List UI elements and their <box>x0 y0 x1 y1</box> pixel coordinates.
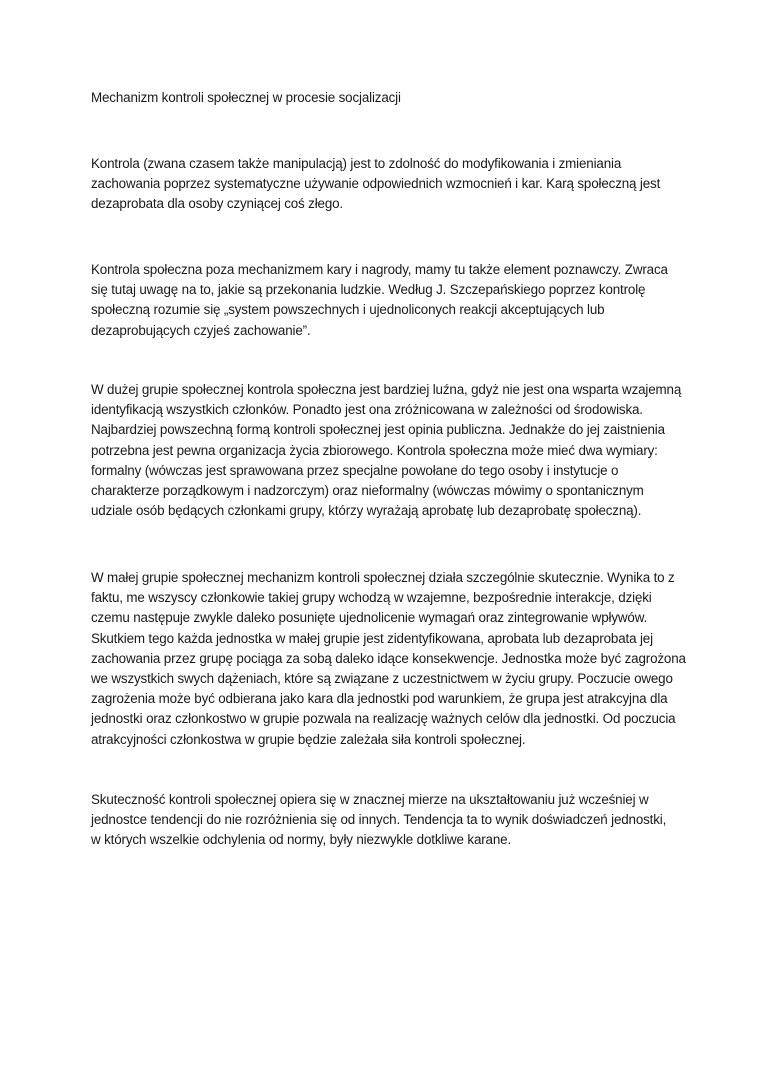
paragraph-line: jednostce tendencji do nie rozróżnienia się od innych. Tendencja ta to wynik doświadczeń jednostki, <box>91 812 667 828</box>
paragraph-line: we wszystkich swych dążeniach, które są związane z uczestnictwem w życiu grupy. Poczucie owego <box>91 671 673 687</box>
paragraph-line: Skuteczność kontroli społecznej opiera się w znacznej mierze na ukształtowaniu już wcześniej w <box>91 792 649 807</box>
paragraph-2 <box>91 260 675 341</box>
paragraph-line: w których wszelkie odchylenia od normy, były niezwykle dotkliwe karane. <box>91 832 512 848</box>
paragraph-line: zachowania przez grupę pociąga za sobą daleko idące konsekwencje. Jednostka może być zagrożona <box>91 650 686 666</box>
paragraph-line: dezaprobata dla osoby czyniącej coś złego. <box>91 196 343 212</box>
paragraph-line: W dużej grupie społecznej kontrola społeczna jest bardziej luźna, gdyż nie jest ona wsparta wzajemną <box>91 382 682 397</box>
paragraph-line: społeczną rozumie się „system powszechnych i ujednoliconych reakcji akceptujących lub <box>91 302 605 318</box>
paragraph-line: potrzebna jest pewna organizacja życia zbiorowego. Kontrola społeczna może mieć dwa wymiary: <box>91 442 658 458</box>
paragraph-line: charakterze porządkowym i nadzorczym) oraz nieformalny (wówczas mówimy o spontanicznym <box>91 483 644 499</box>
paragraph-1 <box>91 154 675 215</box>
document-title: Mechanizm kontroli społecznej w procesie socjalizacji <box>91 90 401 105</box>
paragraph-3 <box>91 380 682 521</box>
paragraph-line: zagrożenia może być odbierana jako kara dla jednostki pod warunkiem, że grupa jest atrakcyjna dla <box>91 691 668 707</box>
paragraph-line: dezaprobujących czyjeś zachowanie”. <box>91 322 311 338</box>
paragraph-line: Kontrola (zwana czasem także manipulacją) jest to zdolność do modyfikowania i zmieniania <box>91 156 622 171</box>
paragraph-line: identyfikacją wszystkich członków. Ponadto jest ona zróżnicowana w zależności od środowiska. <box>91 402 643 418</box>
paragraph-line: jednostki oraz członkostwo w grupie pozwala na realizację ważnych celów dla jednostki. Od poczucia <box>91 711 676 727</box>
paragraph-line: zachowania poprzez systematyczne używanie odpowiednich wzmocnień i kar. Karą społeczną jest <box>91 176 661 192</box>
paragraph-line: atrakcyjności członkostwa w grupie będzie zależała siła kontroli społecznej. <box>91 731 526 747</box>
paragraph-line: formalny (wówczas jest sprawowana przez specjalne powołane do tego osoby i instytucje o <box>91 462 619 478</box>
paragraph-line: udziale osób będących członkami grupy, którzy wyrażają aprobatę lub dezaprobatę społeczną). <box>91 503 642 519</box>
paragraph-line: się tutaj uwagę na to, jakie są przekonania ludzkie. Według J. Szczepańskiego poprzez kontrolę <box>91 282 646 298</box>
paragraph-line: faktu, me wszyscy członkowie takiej grupy wchodzą w wzajemne, bezpośrednie interakcje, dzięki <box>91 590 652 606</box>
paragraph-4 <box>91 568 686 750</box>
paragraph-line: czemu następuje zwykle daleko posunięte ujednolicenie wymagań oraz zintegrowanie wpływów. <box>91 610 648 626</box>
paragraph-line: W małej grupie społecznej mechanizm kontroli społecznej działa szczególnie skutecznie. Wynika to z <box>91 570 675 585</box>
paragraph-5 <box>91 790 675 851</box>
paragraph-line: Kontrola społeczna poza mechanizmem kary i nagrody, mamy tu także element poznawczy. Zwraca <box>91 262 668 277</box>
paragraph-line: Najbardziej powszechną formą kontroli społecznej jest opinia publiczna. Jednakże do jej zaistnienia <box>91 422 665 438</box>
paragraph-line: Skutkiem tego każda jednostka w małej grupie jest zidentyfikowana, aprobata lub dezaprobata jej <box>91 630 653 646</box>
